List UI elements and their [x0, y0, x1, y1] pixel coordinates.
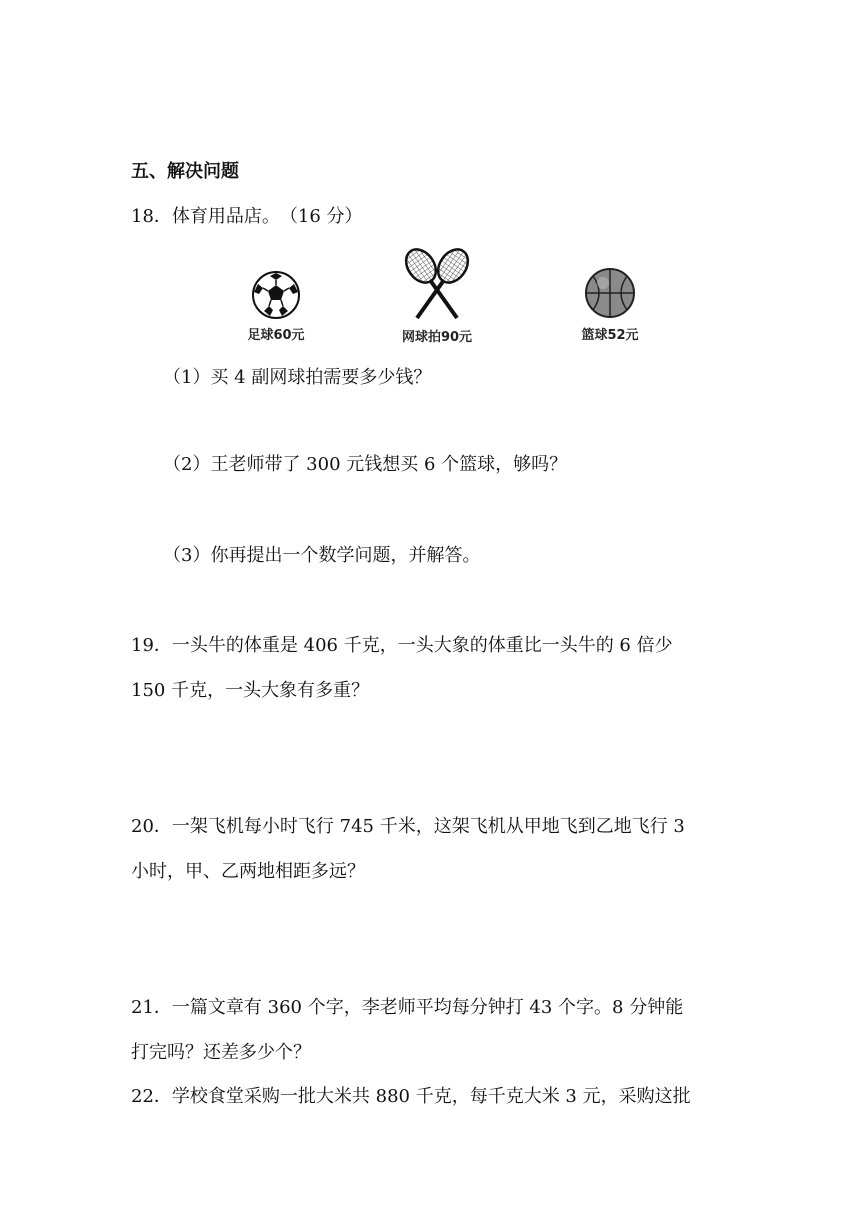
- basketball-icon: [583, 266, 637, 320]
- soccer-ball-icon: [251, 270, 301, 320]
- question-19-line-2: 150 千克，一头大象有多重？: [131, 680, 370, 701]
- section-title: 五、解决问题: [131, 161, 239, 182]
- tennis-rackets-icon: [397, 244, 477, 322]
- product-label: 足球60元: [247, 328, 305, 343]
- product-soccer-ball: [236, 270, 316, 343]
- question-19-line-1: 19．一头牛的体重是 406 千克，一头大象的体重比一头牛的 6 倍少: [131, 635, 673, 656]
- question-18-title: 18．体育用品店。 （16 分）: [131, 206, 363, 227]
- question-18-sub-2: （2）王老师带了 300 元钱想买 6 个篮球，够吗？: [163, 454, 568, 475]
- question-22-line-1: 22．学校食堂采购一批大米共 880 千克，每千克大米 3 元，采购这批: [131, 1086, 691, 1107]
- product-label: 网球拍90元: [401, 330, 473, 345]
- product-basketball: [570, 266, 650, 343]
- question-21-line-1: 21．一篇文章有 360 个字，李老师平均每分钟打 43 个字。8 分钟能: [131, 997, 684, 1018]
- question-18-sub-3: （3）你再提出一个数学问题，并解答。: [163, 545, 481, 566]
- question-20-line-1: 20．一架飞机每小时飞行 745 千米，这架飞机从甲地飞到乙地飞行 3: [131, 816, 685, 837]
- product-tennis-rackets: [382, 244, 492, 345]
- question-21-line-2: 打完吗？还差多少个？: [131, 1042, 311, 1063]
- question-20-line-2: 小时，甲、乙两地相距多远？: [131, 861, 365, 882]
- question-18-sub-1: （1）买 4 副网球拍需要多少钱？: [163, 367, 432, 388]
- product-label: 篮球52元: [581, 328, 639, 343]
